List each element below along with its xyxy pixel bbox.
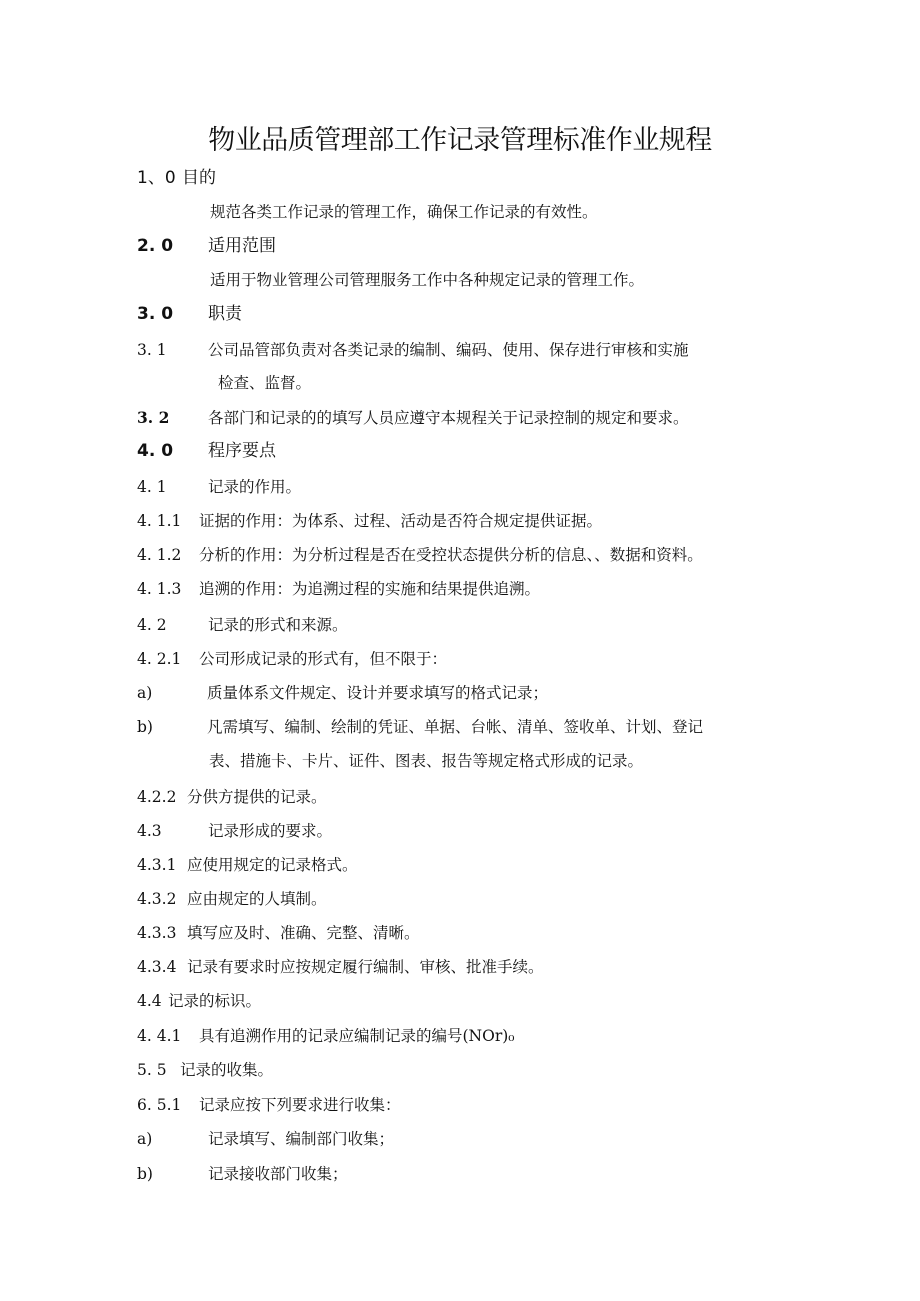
line-number: b)	[137, 1165, 153, 1183]
line-number: 4. 1.2	[137, 546, 182, 564]
line-text: 记录的形式和来源。	[208, 616, 348, 634]
line-number: 4. 4.1	[137, 1027, 182, 1045]
document-title: 物业品质管理部工作记录管理标准作业规程	[208, 125, 712, 156]
line-number: 4.4	[137, 992, 162, 1010]
line-number: 3. 0	[137, 304, 174, 324]
line-text: 记录填写、编制部门收集；	[208, 1130, 395, 1148]
line-number: 4.3.4	[137, 958, 177, 976]
line-number: 4. 2	[137, 616, 167, 634]
line-number: 5. 5	[137, 1061, 167, 1079]
line-number: 4. 0	[137, 441, 174, 461]
line-text: 检查、监督。	[218, 374, 312, 392]
line-text: 表、措施卡、卡片、证件、图表、报告等规定格式形成的记录。	[209, 752, 644, 770]
line-number: 4. 1.1	[137, 512, 182, 530]
line-text: 应使用规定的记录格式。	[187, 856, 358, 874]
line-text: 填写应及时、准确、完整、清晰。	[187, 924, 420, 942]
line-number: 1、0	[137, 168, 176, 188]
line-text: 记录接收部门收集；	[208, 1165, 348, 1183]
line-number: 6. 5.1	[137, 1096, 182, 1114]
line-text: 凡需填写、编制、绘制的凭证、单据、台帐、清单、签收单、计划、登记	[207, 718, 704, 736]
line-text: 证据的作用：为体系、过程、活动是否符合规定提供证据。	[199, 512, 603, 530]
line-text: 记录的作用。	[208, 478, 302, 496]
line-number: 3. 1	[137, 341, 167, 359]
line-number: 4.3.2	[137, 890, 177, 908]
line-text: 公司品管部负责对各类记录的编制、编码、使用、保存进行审核和实施	[208, 341, 689, 359]
line-number: 4. 1.3	[137, 580, 182, 598]
line-text: 适用于物业管理公司管理服务工作中各种规定记录的管理工作。	[210, 271, 645, 289]
line-text: 分析的作用：为分析过程是否在受控状态提供分析的信息、、数据和资料。	[199, 546, 703, 564]
line-text: 职责	[208, 304, 242, 324]
line-number: 4.2.2	[137, 788, 177, 806]
line-text: 规范各类工作记录的管理工作，确保工作记录的有效性。	[210, 203, 598, 221]
line-text: 记录应按下列要求进行收集：	[199, 1096, 401, 1114]
line-number: b)	[137, 718, 153, 736]
line-text: 程序要点	[208, 441, 276, 461]
line-number: 4. 2.1	[137, 650, 182, 668]
line-number: 4. 1	[137, 478, 167, 496]
line-number: a)	[137, 1130, 153, 1148]
line-text: 适用范围	[208, 236, 276, 256]
line-text: 记录有要求时应按规定履行编制、审核、批准手续。	[187, 958, 544, 976]
line-text: 追溯的作用：为追溯过程的实施和结果提供追溯。	[199, 580, 541, 598]
line-text: 分供方提供的记录。	[187, 788, 327, 806]
line-text: 记录形成的要求。	[208, 822, 333, 840]
line-number: a)	[137, 684, 153, 702]
line-text: 各部门和记录的的填写人员应遵守本规程关于记录控制的规定和要求。	[208, 409, 689, 427]
line-number: 4.3	[137, 822, 162, 840]
line-text: 公司形成记录的形式有，但不限于：	[199, 650, 448, 668]
line-text: 具有追溯作用的记录应编制记录的编号(NOr)₀	[199, 1027, 515, 1045]
line-text: 记录的收集。	[180, 1061, 274, 1079]
line-number: 3. 2	[137, 408, 170, 427]
line-text: 应由规定的人填制。	[187, 890, 327, 908]
line-number: 2. 0	[137, 236, 174, 256]
line-text: 质量体系文件规定、设计并要求填写的格式记录；	[207, 684, 549, 702]
line-number: 4.3.1	[137, 856, 177, 874]
line-number: 4.3.3	[137, 924, 177, 942]
line-text: 目的	[182, 168, 216, 188]
line-text: 记录的标识。	[168, 992, 262, 1010]
